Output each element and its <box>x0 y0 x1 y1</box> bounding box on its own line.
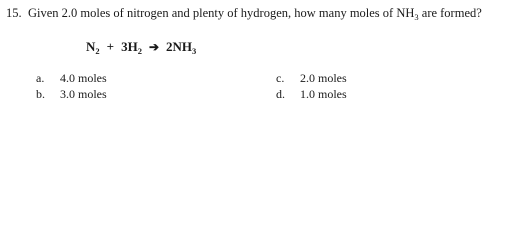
choice-d[interactable] <box>276 87 347 102</box>
product-symbol: 2NH <box>166 39 192 54</box>
reactant-hydrogen <box>121 39 142 54</box>
reactant1-symbol: N <box>86 39 96 54</box>
question-text-subscript: 3 <box>414 12 419 22</box>
choice-b[interactable] <box>36 87 107 102</box>
reactant1-subscript: 2 <box>95 46 100 56</box>
question-number: 15. <box>6 6 22 20</box>
chemical-equation <box>86 39 196 55</box>
plus-sign: + <box>106 39 115 54</box>
question-line <box>6 6 482 21</box>
choice-c[interactable] <box>276 71 347 86</box>
product-ammonia <box>166 39 196 54</box>
reaction-arrow-icon: ➔ <box>148 40 159 54</box>
choice-letter: b. <box>36 87 45 101</box>
choice-text: 4.0 moles <box>60 71 107 85</box>
reactant2-symbol: 3H <box>121 39 138 54</box>
choice-letter: d. <box>276 87 285 101</box>
choice-text: 1.0 moles <box>300 87 347 101</box>
product-subscript: 3 <box>192 46 197 56</box>
choice-text: 3.0 moles <box>60 87 107 101</box>
question-text-before: Given 2.0 moles of nitrogen and plenty of hydrogen, how many moles of NH <box>28 6 415 20</box>
choice-text: 2.0 moles <box>300 71 347 85</box>
reactant-nitrogen <box>86 39 100 54</box>
choice-letter: a. <box>36 71 45 85</box>
choice-a[interactable] <box>36 71 107 86</box>
question-text-after: are formed? <box>418 6 482 20</box>
question-text <box>28 6 482 20</box>
reactant2-subscript: 2 <box>137 46 142 56</box>
choice-letter: c. <box>276 71 285 85</box>
